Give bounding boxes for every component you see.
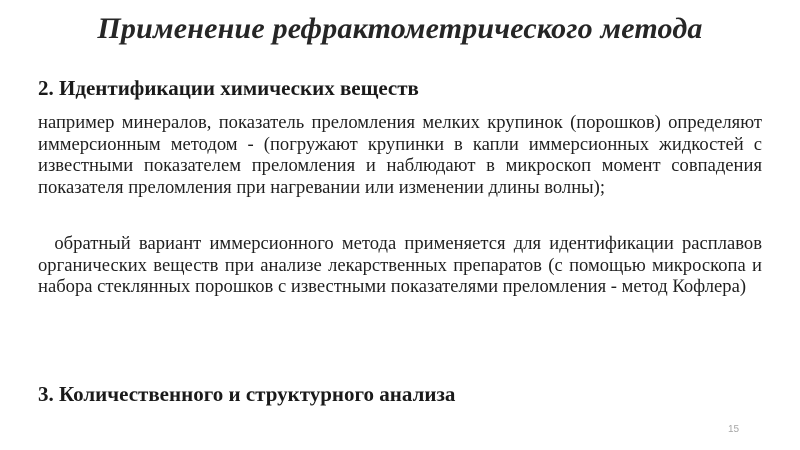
slide-title: Применение рефрактометрического метода bbox=[97, 12, 703, 45]
section-heading-identification: 2. Идентификации химических веществ bbox=[38, 76, 419, 100]
section-heading-quantitative: 3. Количественного и структурного анализа bbox=[38, 382, 456, 406]
paragraph-immersion-method: например минералов, показатель преломления мелких крупинок (порошков) определяют иммерсионным методом - (погружают крупинки в капли иммерсионных жидкостей с известными показателем преломления и наблюдают в микроскоп момент совпадения показателя преломления при нагревании или изменении длины волны); bbox=[38, 112, 762, 198]
page-number: 15 bbox=[728, 424, 740, 435]
paragraph-kofler-method: обратный вариант иммерсионного метода применяется для идентификации расплавов органических веществ при анализе лекарственных препаратов (с помощью микроскопа и набора стеклянных порошков с известными показателями преломления - метод Кофлера) bbox=[38, 233, 762, 297]
